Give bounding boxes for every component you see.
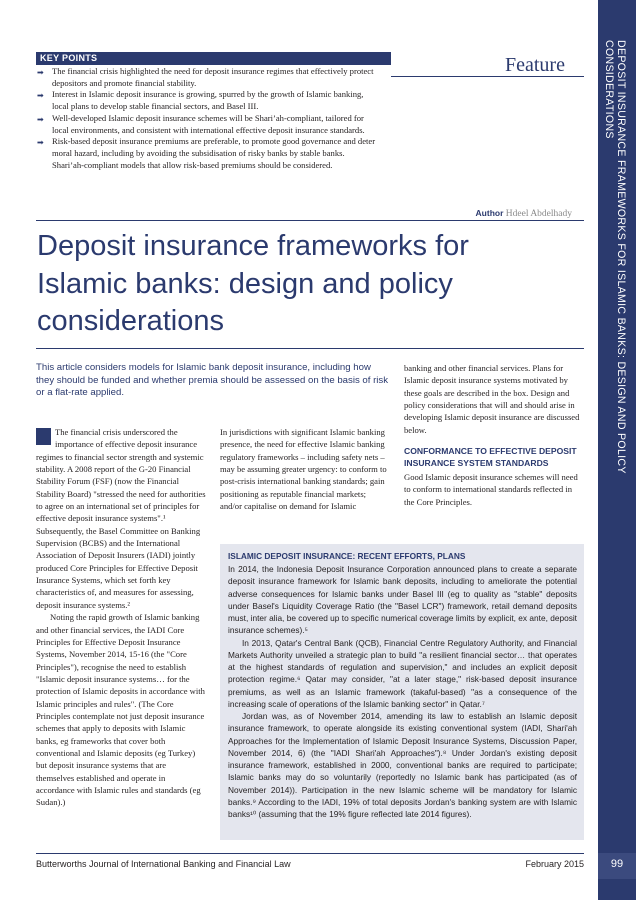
running-title: DEPOSIT INSURANCE FRAMEWORKS FOR ISLAMIC BANKS: DESIGN AND POLICY CONSIDERATIONS — [603, 40, 627, 474]
box-paragraph: In 2013, Qatar's Central Bank (QCB), Financial Centre Regulatory Authority, and Financial Markets Authority unveiled a strategic plan to build "a resilient financial sector… that operates at the highest standards of regulation and supervision," and includes an explicit deposit protection regime.⁶ Qatar may consider, "at a later stage," risk-based deposit insurance premiums, as well as an Islamic framework (takaful-based) "as a consequence of the increasing scale of operations of the Islamic banking sector" in Qatar.⁷ — [228, 637, 577, 709]
arrow-bullet-icon: ➡ — [37, 138, 44, 148]
paragraph: Noting the rapid growth of Islamic banking and other financial services, the IADI Core Principles for Effective Deposit Insurance Systems, November 2014, 15-16 (the "Core Principles"), recognise the need to establish "Islamic deposit insurance systems… for the protection of Islamic deposits in accordance with Islamic principles and rules". (The Core Principles contemplate not just deposit insurance schemes that apply to deposits with Islamic banks, eg frameworks that cover both conventional and Islamic deposits (eg Turkey) but deposit insurance systems that are themselves established and operate in accordance with Islamic rules and standards (eg Sudan).) — [36, 612, 205, 808]
column-2 — [220, 426, 390, 512]
footer-publication: Butterworths Journal of International Banking and Financial Law — [36, 859, 291, 869]
standfirst: This article considers models for Islamic bank deposit insurance, including how they should be funded and whether premia should be assessed on the basis of risk or a flat-rate applied. — [36, 362, 388, 399]
paragraph — [36, 426, 206, 611]
sidebar-box — [220, 544, 584, 840]
paragraph: banking and other financial services. Plans for Islamic deposit insurance systems motivated by these goals are described in the box. Design and policy considerations that will and should arise in developing Islamic deposit insurance are discussed below. — [404, 363, 580, 435]
section-label: Feature — [505, 54, 565, 76]
box-paragraph: Jordan was, as of November 2014, amending its law to establish an Islamic deposit insurance framework, to operate alongside its existing conventional system (IADI, Shari'ah Approaches for the Implementation of Islamic Deposit Insurance Systems, Discussion Paper, November 2014, 6) (the "IADI Shari'ah Approaches").⁸ Under Jordan's existing deposit insurance framework, established in 2000, conventional banks are required to participate; Islamic banks may do so voluntarily (reportedly no Islamic bank has participated (as of November 2014)). Participation in the new Islamic scheme will be mandatory for Islamic banks.⁹ According to the IADI, 19% of total deposits Jordan's banking system are with Islamic banks¹⁰ (assuming that the 19% figure reflected late 2014 figures). — [228, 711, 577, 819]
key-point-item — [36, 66, 376, 89]
column-1 — [36, 426, 206, 809]
arrow-bullet-icon: ➡ — [37, 91, 44, 101]
author-label: Author — [475, 208, 504, 218]
box-body — [228, 563, 577, 820]
title-rule — [36, 348, 584, 349]
key-point-item — [36, 136, 376, 171]
column-3 — [404, 362, 584, 508]
author-name: Hdeel Abdelhady — [505, 209, 572, 219]
key-points-title: KEY POINTS — [40, 53, 98, 63]
key-point-text: Well-developed Islamic deposit insurance schemes will be Shari’ah-compliant, tailored for local environments, and consistent with international effective deposit insurance standards. — [52, 112, 365, 135]
key-point-item — [36, 89, 376, 112]
arrow-bullet-icon: ➡ — [37, 114, 44, 124]
arrow-bullet-icon: ➡ — [37, 68, 44, 77]
footer-date: February 2015 — [525, 859, 584, 869]
paragraph: In jurisdictions with significant Islamic banking presence, the need for effective Islamic banking regulatory frameworks – including safety nets – may be assuming greater urgency: to conform to post-crisis international banking standards; gain positioning as reputable financial markets; and/or capitalise on demand for Islamic — [220, 427, 387, 512]
author-line — [400, 208, 572, 219]
feature-rule — [391, 76, 584, 77]
key-point-text: Interest in Islamic deposit insurance is growing, spurred by the growth of Islamic banking, local plans to develop stable financial sectors, and Basel III. — [52, 89, 364, 112]
drop-cap-block — [36, 428, 51, 445]
key-point-text: The financial crisis highlighted the need for deposit insurance regimes that effectively protect depositors and promote financial stability. — [52, 66, 374, 88]
paragraph-text: The financial crisis underscored the importance of effective deposit insurance regimes to financial sector strength and systemic stability. A 2008 report of the G-20 Financial Stability Forum (FSF) (now the Financial Stability Board) "stressed the need for authorities to agree on an international set of principles for effective deposit insurance systems".¹ Subsequently, the Basel Committee on Banking Supervision (BCBS) and the International Association of Deposit Insurers (IADI) jointly produced Core Principles for Effective Deposit Insurance Systems, which set forth key characteristics of, and measures for assessing, deposit insurance systems.² — [36, 427, 206, 610]
key-point-item — [36, 113, 376, 136]
page-number: 99 — [610, 858, 624, 870]
box-title: ISLAMIC DEPOSIT INSURANCE: RECENT EFFORTS, PLANS — [228, 551, 466, 561]
footer-rule — [36, 853, 584, 854]
article-title: Deposit insurance frameworks for Islamic banks: design and policy considerations — [37, 230, 469, 337]
key-points-list — [36, 66, 376, 171]
paragraph: Good Islamic deposit insurance schemes will need to conform to international standards reflected in the Core Principles. — [404, 472, 578, 507]
box-paragraph: In 2014, the Indonesia Deposit Insurance Corporation announced plans to create a separate deposit insurance framework for Islamic bank deposits, including to ameliorate the potential adverse consequences for Islamic banks under Basel III (eg to quality as "stable" deposits under Basel's Liquidity Coverage Ratio (the "Basel LCR") framework, retail demand deposits must, inter alia, be covered up to specific numerical coverage limits by explicit, ex ante, deposit insurance schemes).⁵ — [228, 564, 577, 636]
author-rule — [36, 220, 584, 221]
key-point-text: Risk-based deposit insurance premiums are preferable, to promote good governance and deter moral hazard, including by avoiding the subsidisation of risky banks by stable banks. Shari’ah-compliant models that allow risk-based premiums should be considered. — [52, 136, 376, 170]
subheading: CONFORMANCE TO EFFECTIVE DEPOSIT INSURANCE SYSTEM STANDARDS — [404, 446, 577, 468]
